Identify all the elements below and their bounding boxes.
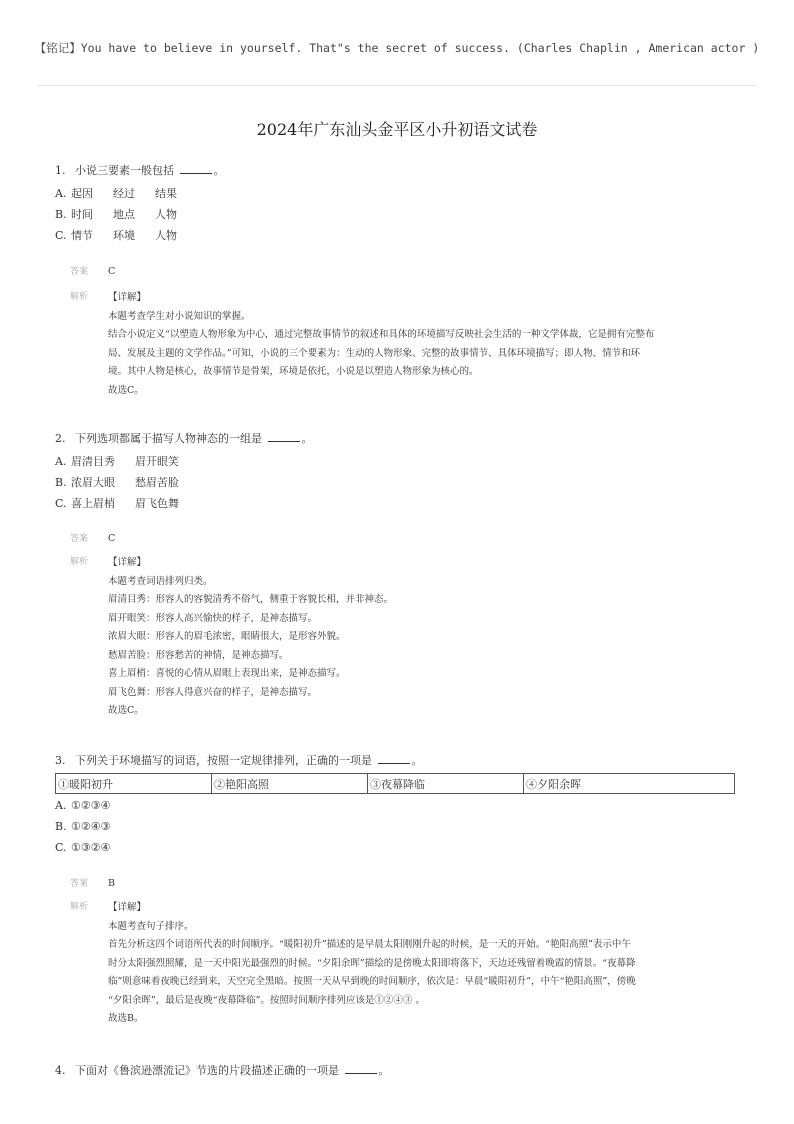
answer-row-3: [70, 876, 115, 889]
explanation-line: 故选B。: [108, 1013, 144, 1024]
motto-banner: 【铭记】You have to believe in yourself. That"s the secret of success. (Charles Chaplin , American actor ): [34, 41, 760, 55]
question-1: [55, 162, 225, 246]
option-a: [55, 183, 225, 204]
explanation-line: 眉飞色舞：形容人得意兴奋的样子，是神态描写。: [108, 686, 318, 698]
option-letter: A.: [55, 455, 67, 468]
answer-label: 答案: [70, 534, 89, 544]
option-word: 眉开眼笑: [135, 455, 179, 468]
option-c: [55, 493, 313, 514]
question-stem: [55, 752, 423, 770]
option-b: [55, 204, 225, 225]
explanation-line: 故选C。: [108, 384, 144, 396]
explanation-line: 眉清目秀：形容人的容貌清秀不俗气，侧重于容貌长相，并非神态。: [108, 594, 394, 605]
stem-end: 。: [378, 1064, 390, 1077]
question-text: 下列关于环境描写的词语，按照一定规律排列，正确的一项是: [75, 754, 372, 767]
explanation-line: 结合小说定义“以塑造人物形象为中心，通过完整故事情节的叙述和具体的环境描写反映社会生活的一种文学体裁，它是拥有完整布: [108, 329, 655, 340]
option-letter: B.: [55, 208, 67, 221]
header-divider: [38, 85, 756, 86]
answer-blank: [378, 753, 410, 764]
option-a: [55, 795, 110, 816]
page-title: 2024年广东汕头金平区小升初语文试卷: [256, 120, 538, 139]
explanation-line: 本题考查词语排列归类。: [108, 575, 213, 587]
explanation-line: 喜上眉梢：喜悦的心情从眉眼上表现出来，是神态描写。: [108, 668, 346, 679]
explanation-line: “夕阳余晖”，最后是夜晚“夜幕降临”。按照时间顺序排列应该是①②④③ 。: [108, 994, 425, 1006]
explain-label: 解析: [70, 902, 89, 912]
answer-value: C: [108, 533, 116, 544]
explanation-line: 本题考查句子排序。: [108, 920, 194, 932]
stem-end: 。: [411, 754, 423, 767]
question-number: 1.: [55, 164, 66, 177]
explanation-line: 浓眉大眼：形容人的眉毛浓密，眼睛很大，是形容外貌。: [108, 631, 346, 642]
explanation-line: 临”则意味着夜晚已经到来，天空完全黑暗。按照一天从早到晚的时间顺序，依次是：早晨“暖阳初升”，中午“艳阳高照”，傍晚: [108, 976, 636, 987]
option-word: 时间: [71, 208, 93, 221]
option-letter: C.: [55, 229, 67, 242]
answer-value: C: [108, 266, 116, 277]
explanation-line: 本题考查学生对小说知识的掌握。: [108, 310, 251, 322]
option-letter: A.: [55, 187, 67, 200]
option-letter: A.: [55, 799, 67, 812]
explain-label: 解析: [70, 557, 89, 567]
question-text: 下面对《鲁滨逊漂流记》节选的片段描述正确的一项是: [75, 1064, 339, 1077]
answer-label: 答案: [70, 879, 89, 889]
question-stem: [55, 162, 225, 180]
explanation-line: 【详解】: [108, 292, 147, 303]
option-letter: B.: [55, 476, 67, 489]
option-letter: C.: [55, 841, 67, 854]
option-letter: B.: [55, 820, 67, 833]
answer-blank: [268, 431, 300, 442]
option-word: 浓眉大眼: [71, 476, 115, 489]
question-3-options: [55, 795, 110, 858]
option-word: 环境: [113, 229, 135, 242]
explain-label: 解析: [70, 292, 89, 302]
answer-label: 答案: [70, 267, 89, 277]
option-text: ①③②④: [71, 841, 111, 854]
explanation-line: 局、发展及主题的文学作品。”可知，小说的三个要素为：生动的人物形象、完整的故事情节、具体环境描写；即人物、情节和环: [108, 347, 641, 359]
explanation-line: 愁眉苦脸：形容愁苦的神情，是神态描写。: [108, 649, 289, 661]
option-b: [55, 472, 313, 493]
explanation-line: 眉开眼笑：形容人高兴愉快的样子，是神态描写。: [108, 612, 318, 624]
explanation-line: 境。其中人物是核心，故事情节是骨架，环境是依托，小说是以塑造人物形象为核心的。: [108, 366, 479, 377]
question-4: [55, 1062, 390, 1080]
option-c: [55, 225, 225, 246]
stem-end: 。: [213, 164, 225, 177]
question-number: 4.: [55, 1064, 66, 1077]
option-text: ①②③④: [71, 799, 111, 812]
option-b: [55, 816, 110, 837]
explanation-line: 首先分析这四个词语所代表的时间顺序。“暖阳初升”描述的是早晨太阳刚刚升起的时候，是一天的开始。“艳阳高照”表示中午: [108, 939, 631, 950]
option-word: 眉飞色舞: [135, 497, 179, 510]
question-number: 3.: [55, 754, 66, 767]
answer-blank: [345, 1063, 377, 1074]
phrase-table: [55, 773, 735, 794]
question-text: 下列选项都属于描写人物神态的一组是: [75, 432, 262, 445]
option-a: [55, 451, 313, 472]
option-word: 起因: [71, 187, 93, 200]
table-cell: ③夜幕降临: [368, 774, 524, 794]
option-word: 喜上眉梢: [71, 497, 115, 510]
option-word: 愁眉苦脸: [135, 476, 179, 489]
table-cell: ④夕阳余晖: [524, 774, 735, 794]
question-stem: [55, 1062, 390, 1080]
explanation-line: 【详解】: [108, 902, 147, 913]
stem-end: 。: [301, 432, 313, 445]
option-word: 人物: [155, 208, 177, 221]
option-word: 经过: [113, 187, 135, 200]
answer-blank: [180, 163, 212, 174]
option-c: [55, 837, 110, 858]
option-letter: C.: [55, 497, 67, 510]
question-number: 2.: [55, 432, 66, 445]
table-cell: ②艳阳高照: [212, 774, 368, 794]
option-word: 人物: [155, 229, 177, 242]
question-2: [55, 430, 313, 514]
option-word: 眉清目秀: [71, 455, 115, 468]
answer-value: B: [108, 878, 115, 889]
explanation-line: 时分太阳强烈照耀，是一天中阳光最强烈的时候。“夕阳余晖”描绘的是傍晚太阳即将落下，天边还残留着晚霞的情景。“夜幕降: [108, 957, 636, 969]
option-word: 结果: [155, 187, 177, 200]
question-text: 小说三要素一般包括: [75, 164, 174, 177]
option-word: 地点: [113, 208, 135, 221]
option-word: 情节: [71, 229, 93, 242]
table-cell: ①暖阳初升: [56, 774, 212, 794]
explanation-line: 故选C。: [108, 705, 144, 716]
question-stem: [55, 430, 313, 448]
explanation-line: 【详解】: [108, 557, 147, 568]
question-3: [55, 752, 423, 770]
answer-row-2: [70, 531, 115, 544]
option-text: ①②④③: [71, 820, 111, 833]
answer-row-1: [70, 264, 115, 277]
